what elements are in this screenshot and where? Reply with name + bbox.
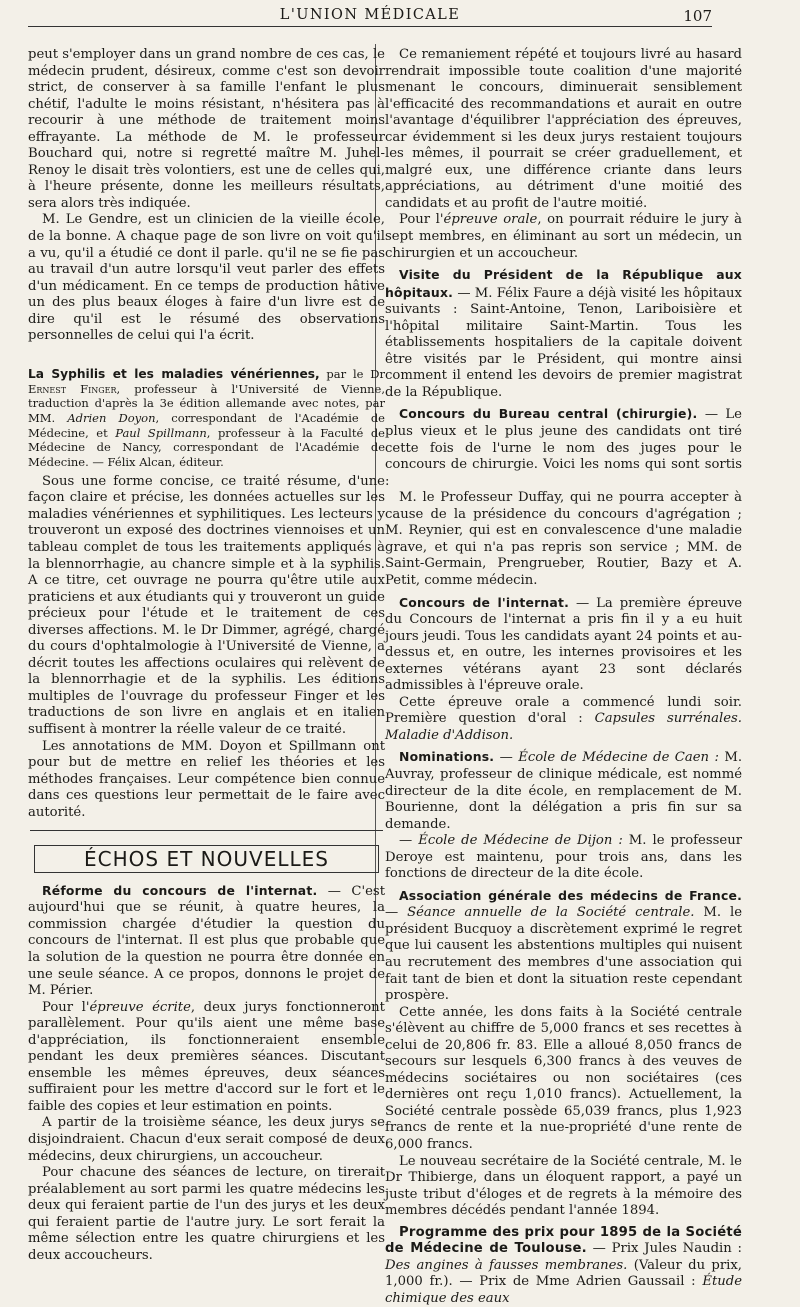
page-number: 107 — [683, 7, 712, 25]
news-title: Concours de l'internat. — [399, 594, 570, 610]
news-title: Nominations. — [399, 749, 495, 765]
news-title: Réforme du concours de l'internat. — [42, 882, 318, 898]
translator-name: Paul Spillmann — [115, 425, 207, 440]
news-item: Programme des prix pour 1895 de la Société de Médecine de Toulouse. — Prix Jules Naudin : Des angines à fausses membranes. (Valeur du prix, 1,000 fr.). — Prix de Mme Adrien Gaussail : Étude chimique des eaux — [385, 1224, 742, 1306]
review-title: La Syphilis et les maladies vénériennes, — [28, 366, 320, 381]
paragraph: Pour l'épreuve orale, on pourrait réduire le jury à sept membres, en éliminant au sort un médecin, un chirurgien et un accoucheur. — [385, 212, 742, 261]
news-title: Visite du Président de la République aux hôpitaux. — [385, 267, 742, 300]
news-item: Concours de l'internat. — La première épreuve du Concours de l'internat a pris fin il y a eu huit jours jeudi. Tous les candidats ayant 24 points et au-dessus et, en outre, les internes provisoires et les externes vétérans ayant 23 sont déclarés admissibles à l'épreuve orale. — [385, 594, 742, 694]
paragraph: Pour l'épreuve écrite, deux jurys fonctionneront parallèlement. Pour qu'ils aient une même base d'appréciation, ils fonctionneraient ensemble pendant les deux premières séances. Discutant ensemble les mêmes épreuves, deux séances suffiraient pour les mettre d'accord sur le fort et le faible des copies et leur estimation en points. — [28, 999, 385, 1114]
translator-name: Adrien Doyon — [67, 410, 156, 425]
news-item: Visite du Président de la République aux hôpitaux. — M. Félix Faure a déjà visité les hôpitaux suivants : Saint-Antoine, Tenon, Lariboisière et l'hôpital militaire Saint-Martin. Tous les établissements hospitaliers de la capitale doivent être visités par le Président, qui montre ainsi comment il entend les devoirs de premier magistrat de la République. — [385, 267, 742, 400]
journal-title: L'UNION MÉDICALE — [279, 7, 461, 23]
news-title: Concours du Bureau central (chirurgie). — [399, 406, 698, 422]
separator-rule — [30, 830, 383, 831]
paragraph: — École de Médecine de Dijon : M. le professeur Deroye est maintenu, pour trois ans, dans les fonctions de directeur de la dite école. — [385, 833, 742, 882]
right-column — [385, 47, 742, 1307]
paragraph: A partir de la troisième séance, les deux jurys se disjoindraient. Chacun d'eux serait composé de deux médecins, deux chirurgiens, un accoucheur. — [28, 1115, 385, 1164]
paragraph: Le nouveau secrétaire de la Société centrale, M. le Dr Thibierge, dans un éloquent rapport, a payé un juste tribut d'éloges et de regrets à la mémoire des membres décédés pendant l'année 1894. — [385, 1153, 742, 1219]
paragraph: Cette épreuve orale a commencé lundi soir. Première question d'oral : Capsules surrénales. Maladie d'Addison. — [385, 694, 742, 743]
paragraph: Ce remaniement répété et toujours livré au hasard rendrait impossible toute coalition d'une majorité menant le concours, diminuerait sensiblement l'efficacité des recommandations et aurait en outre l'avantage d'équilibrer l'appréciation des épreuves, car évidemment si les deux jurys restaient toujours les mêmes, il pourrait se créer graduellement, et malgré eux, une différence criante dans leurs appréciations, au détriment d'une moitié des candidats et au profit de l'autre moitié. — [385, 47, 742, 211]
news-item: Concours du Bureau central (chirurgie). — Le plus vieux et le plus jeune des candidats ont tiré cette fois de l'urne le nom des juges pour le concours de chirurgie. Voici les noms qui sont sortis : — [385, 406, 742, 489]
paragraph: peut s'employer dans un grand nombre de ces cas, le médecin prudent, désireux, comme c'est son devoir strict, de conserver à sa famille l'enfant le plus chétif, l'adulte le moins résistant, n'hésitera pas à recourir à une méthode de traitement moins effrayante. La méthode de M. le professeur Bouchard qui, notre si regretté maître M. Juhel-Renoy le disait très volontiers, est une de celles qui, à l'heure présente, donne les meilleurs résultats, sera alors très indiquée. — [28, 47, 385, 211]
news-title: Association générale des médecins de France. — [399, 887, 742, 903]
book-review-heading: La Syphilis et les maladies vénériennes, par le Dr Ernest Finger, professeur à l'Université de Vienne, traduction d'après la 3e édition allemande avec notes, par MM. Adrien Doyon, correspondant de l'Académie de Médecine, et Paul Spillmann, professeur à la Faculté de Médecine de Nancy, correspondant de l'Académie de Médecine. — Félix Alcan, éditeur. — [28, 366, 386, 470]
news-item: Association générale des médecins de France. — Séance annuelle de la Société centrale. M. le président Bucquoy a discrètement exprimé le regret que lui causent les abstentions multiples qui nuisent au recrutement des membres d'une association qui fait tant de bien et dont la situation reste cependant prospère. — [385, 887, 742, 1004]
left-column — [28, 47, 385, 1264]
running-header — [28, 4, 712, 27]
author-name: Ernest Finger — [28, 381, 117, 396]
paragraph: Cette année, les dons faits à la Société centrale s'élèvent au chiffre de 5,000 francs et ses recettes à celui de 20,806 fr. 83. Elle a alloué 8,050 francs de secours sur lesquels 6,300 francs à des veuves de médecins sociétaires ou non sociétaires (ces dernières ont reçu 1,010 francs). Actuellement, la Société centrale possède 65,039 francs, plus 1,923 francs de rente et la nue-propriété d'une rente de 6,000 francs. — [385, 1004, 742, 1152]
paragraph: Pour chacune des séances de lecture, on tirerait préalablement au sort parmi les quatre médecins les deux qui feraient partie de l'un des jurys et les deux qui feraient partie de l'autre jury. Le sort ferait la même sélection entre les quatre chirurgiens et les deux accoucheurs. — [28, 1165, 385, 1263]
news-item: Nominations. — École de Médecine de Caen : M. Auvray, professeur de clinique médicale, est nommé directeur de la dite école, en remplacement de M. Bourienne, dont la délégation a pris fin sur sa demande. — [385, 749, 743, 832]
section-title: ÉCHOS ET NOUVELLES — [34, 845, 379, 873]
paragraph: M. le Professeur Duffay, qui ne pourra accepter à cause de la présidence du concours d'agrégation ; M. Reynier, qui est en convalescence d'une maladie grave, et qui n'a pas repris son service ; MM. de Saint-Germain, Prengrueber, Routier, Bazy et A. Petit, comme médecin. — [385, 490, 742, 588]
news-title: Programme des prix pour 1895 de la Société de Médecine de Toulouse. — [385, 1224, 742, 1257]
news-item: Réforme du concours de l'internat. — C'est aujourd'hui que se réunit, à quatre heures, la commission chargée d'étudier la question du concours de l'internat. Il est plus que probable que la solution de la question ne pourra être donnée en une seule séance. A ce propos, donnons le projet de M. Périer. — [28, 882, 385, 999]
paragraph: Sous une forme concise, ce traité résume, d'une façon claire et précise, les données actuelles sur les maladies vénériennes et syphilitiques. Les lecteurs y trouveront un exposé des doctrines viennoises et un tableau complet de tous les traitements appliqués à la blennorrhagie, au chancre simple et à la syphilis. A ce titre, cet ouvrage ne pourra qu'être utile aux praticiens et aux étudiants qui y trouveront un guide précieux pour l'étude et le traitement de ces diverses affections. M. le Dr Dimmer, agrégé, chargé du cours d'ophtalmologie à l'Université de Vienne, a décrit toutes les affections oculaires qui relèvent de la blennorrhagie et de la syphilis. Les éditions multiples de l'ouvrage du professeur Finger et les traductions de son livre en anglais et en italien suffisent à montrer la réelle valeur de ce traité. — [28, 473, 385, 737]
paragraph: M. Le Gendre, est un clinicien de la vieille école, de la bonne. A chaque page de son livre on voit qu'il a vu, qu'il a étudié ce dont il parle. qu'il ne se fie pas au travail d'un autre lorsqu'il veut parler des effets d'un médicament. En ce temps de production hâtive un des plus beaux éloges à faire d'un livre est de dire qu'il est le résumé des observations personnelles de celui qui l'a écrit. — [28, 212, 385, 344]
paragraph: Les annotations de MM. Doyon et Spillmann ont pour but de mettre en relief les théories et les méthodes françaises. Leur compétence bien connue dans ces questions leur permettait de le faire avec autorité. — [28, 738, 385, 820]
